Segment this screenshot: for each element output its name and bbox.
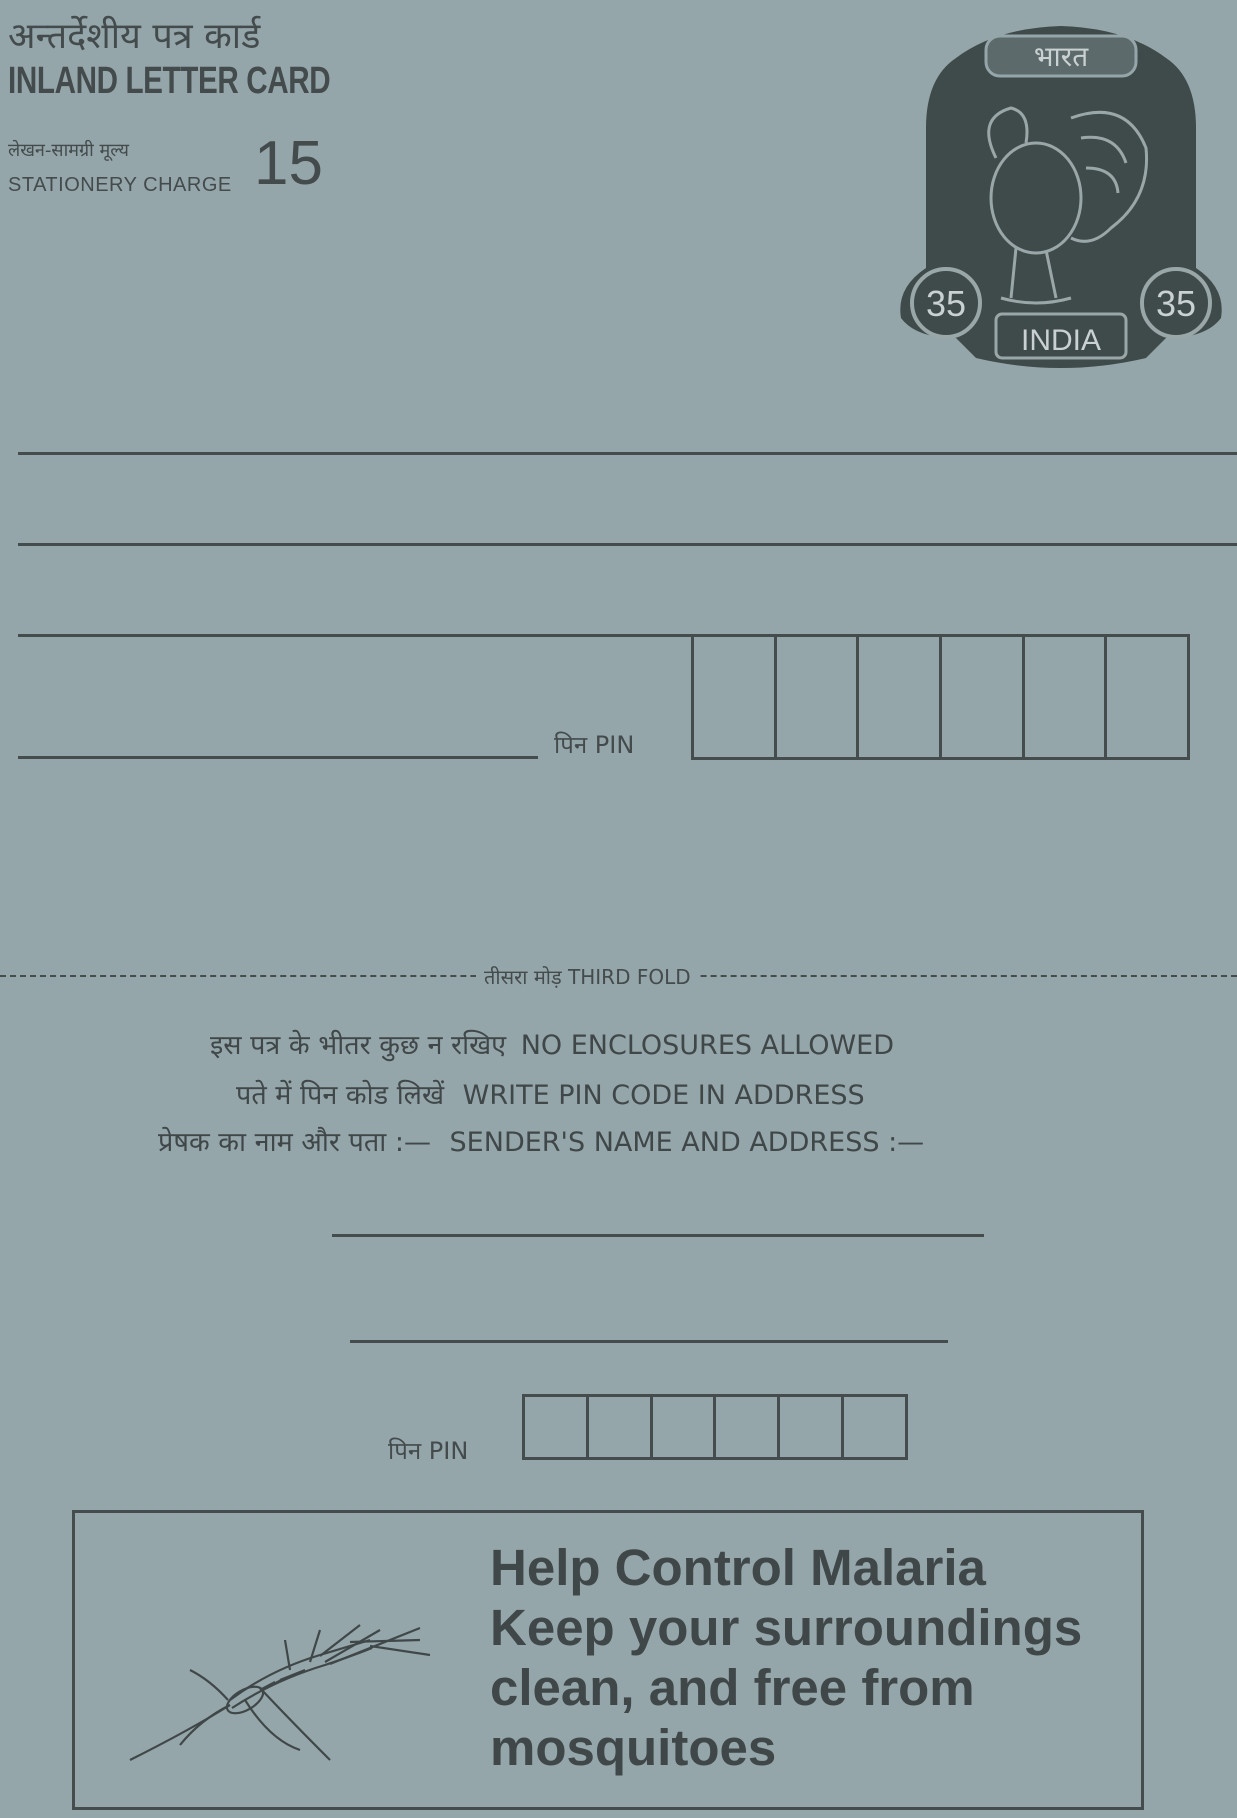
card-title-english: INLAND LETTER CARD	[8, 60, 331, 102]
sender-line-1[interactable]	[332, 1234, 984, 1237]
malaria-line: clean, and free from	[490, 1659, 975, 1716]
sender-line-2[interactable]	[350, 1340, 948, 1343]
pin-digit-box[interactable]	[1104, 637, 1187, 757]
stamp-value-right: 35	[1155, 283, 1197, 324]
pin-digit-box[interactable]	[586, 1397, 650, 1457]
instruction-hindi: पते में पिन कोड लिखें	[236, 1080, 445, 1111]
card-title-hindi: अन्तर्देशीय पत्र कार्ड	[8, 16, 261, 57]
address-line-1[interactable]	[18, 452, 1237, 455]
stamp-value-left: 35	[925, 283, 967, 324]
pin-digit-box[interactable]	[694, 637, 774, 757]
address-line-4[interactable]	[18, 756, 538, 759]
stamp-country-english: INDIA	[1020, 324, 1102, 357]
pin-digit-box[interactable]	[525, 1397, 586, 1457]
address-line-2[interactable]	[18, 543, 1237, 546]
peacock-stamp-icon	[896, 18, 1226, 378]
pin-digit-box[interactable]	[939, 637, 1022, 757]
pin-digit-box[interactable]	[1022, 637, 1105, 757]
instruction-write-pin	[236, 1075, 865, 1112]
sender-pin-label: पिन PIN	[388, 1437, 469, 1465]
pin-digit-box[interactable]	[713, 1397, 777, 1457]
instruction-hindi: इस पत्र के भीतर कुछ न रखिए	[210, 1030, 507, 1061]
instruction-english: SENDER'S NAME AND ADDRESS :—	[449, 1127, 925, 1158]
pin-digit-box[interactable]	[856, 637, 939, 757]
instruction-no-enclosures	[210, 1025, 894, 1062]
stationery-charge-english: STATIONERY CHARGE	[8, 174, 232, 196]
malaria-line: Keep your surroundings	[490, 1599, 1083, 1656]
malaria-message	[490, 1538, 1082, 1778]
instruction-english: NO ENCLOSURES ALLOWED	[520, 1030, 894, 1061]
address-line-3[interactable]	[18, 634, 693, 637]
pin-digit-box[interactable]	[774, 637, 857, 757]
instruction-sender-address	[158, 1122, 924, 1159]
address-pin-boxes[interactable]	[691, 634, 1190, 760]
stamp-country-hindi: भारत	[1033, 40, 1089, 73]
stationery-charge-hindi: लेखन-सामग्री मूल्य	[8, 140, 129, 161]
third-fold-label: तीसरा मोड़ THIRD FOLD	[476, 963, 699, 990]
pin-digit-box[interactable]	[777, 1397, 841, 1457]
instruction-english: WRITE PIN CODE IN ADDRESS	[462, 1080, 865, 1111]
pin-digit-box[interactable]	[841, 1397, 905, 1457]
sender-pin-boxes[interactable]	[522, 1394, 908, 1460]
instruction-hindi: प्रेषक का नाम और पता :—	[158, 1127, 431, 1158]
stationery-charge-value: 15	[254, 129, 323, 198]
malaria-line: Help Control Malaria	[490, 1539, 986, 1596]
pin-digit-box[interactable]	[650, 1397, 714, 1457]
address-pin-label: पिन PIN	[554, 731, 635, 759]
mosquito-icon	[120, 1570, 440, 1770]
malaria-line: mosquitoes	[490, 1719, 777, 1776]
